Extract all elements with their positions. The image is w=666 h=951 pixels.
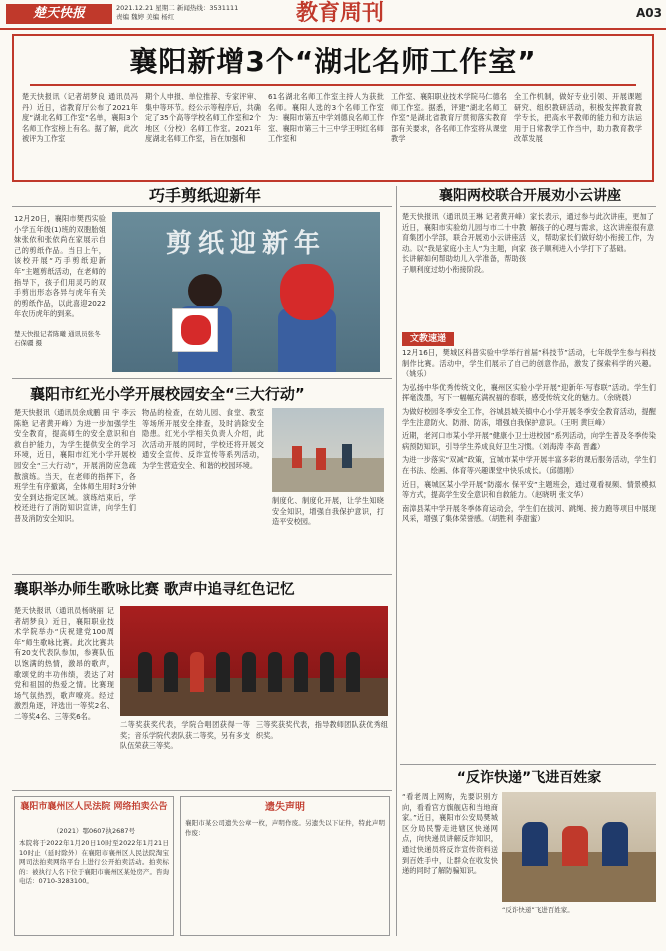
hongguang-body-col3: 制度化、制度化开展，让学生知晓安全知识，增强自我保护意识，打造平安校园。 xyxy=(272,496,384,527)
photo-group xyxy=(138,652,370,692)
wenjiao-heading: 文教速递 xyxy=(402,332,454,346)
hongguang-body: 楚天快报讯（通讯员余成鹏 田 宇 李云 陈艳 记者黄开峰）为进一步加强学生安全教育，提高师生的安全意识和自救自护能力，为学生提供安全的学习环境，近日，襄阳市红光小学开展校园安全“三大行动”，开展消防应急疏散演练。当天，在老师的指挥下，各班学生有序撤离，全体师生用时3分钟安全到达指定区域。演练结束后，学校还进行了消防知识宣讲，向学生们普及消防安全知识。 xyxy=(14,408,136,523)
paper-cut-body: 12月20日，襄阳市樊西实验小学五年级(1)班的双胞胎姐妹张依和张依尚在家展示自己的剪纸作品。当日上午，该校开展“巧手剪纸迎新年”主题剪纸活动，在老师的指导下，孩子们用灵巧的双手剪出形态各异与虎年有关的剪纸作品，以此喜迎2022年农历虎年的到来。 xyxy=(14,214,106,319)
photo-person xyxy=(242,652,256,692)
hongguang-photo xyxy=(272,408,384,492)
top-story-col-2: 期个人申报、单位推荐、专家评审、集中等环节。经公示等程序后，共确定了35个高等学校名师工作室和2个地区（分校）名师工作室。2021年度湖北名师工作室，旨在加强和 xyxy=(145,92,261,144)
wenjiao-item: 近期，老河口市某小学开展“健康小卫士进校园”系列活动，向学生普及冬季传染病预防知识，引导学生养成良好卫生习惯。（刘海涛 李高 晋鑫） xyxy=(402,431,656,451)
masthead-editor-line: 责编 魏婷 美编 杨红 xyxy=(116,13,175,21)
court-notice xyxy=(14,796,174,936)
photo-person xyxy=(216,652,230,692)
photo-courier xyxy=(562,826,588,866)
paper-cut-byline: 楚天快报记者陈曦 通讯员张冬 石保疆 摄 xyxy=(14,330,101,347)
cloud-lecture-headline: 襄阳两校联合开展劝小云讲座 xyxy=(439,188,621,204)
divider xyxy=(12,790,392,791)
divider xyxy=(400,206,656,207)
anti-fraud-caption: “反诈快递”飞进百姓家。 xyxy=(502,906,574,914)
photo-person xyxy=(320,652,334,692)
red-tiger-cutout-left xyxy=(181,315,211,345)
divider xyxy=(12,574,392,575)
photo-ground xyxy=(272,458,384,492)
photo-person xyxy=(268,652,282,692)
top-story-col-4: 工作室、襄阳职业技术学院马仁德名师工作室。据悉，评建“湖北名师工作室”是湖北省教育厅贯彻落实教育部有关要求，各名师工作室将从课堂教学 xyxy=(391,92,507,144)
paper-cut-photo xyxy=(112,212,380,372)
vocational-caption-2: 三等奖获奖代表，指导教师团队获优秀组织奖。 xyxy=(256,720,388,740)
newspaper-logo: 楚天快报 xyxy=(6,4,112,24)
cloud-lecture-body-left: 楚天快报讯（通讯员王琳 记者黄开峰）近日，襄阳市实验幼儿园与市二十中教育集团小学部，联合开展劝小云讲座活动。以“我是家庭小主人”为主题，向家长讲解如何帮助幼儿入学准备，帮助孩子顺利度过幼小衔接阶段。 xyxy=(402,212,526,274)
section-title: 教育周刊 xyxy=(296,1,385,26)
child-head-left xyxy=(188,274,222,308)
wenjiao-item: 为进一步落实“双减”政策，宜城市某中学开展丰富多彩的课后服务活动，学生们在书法、绘画、体育等兴趣课堂中快乐成长。（邱德刚） xyxy=(402,455,656,475)
wenjiao-column xyxy=(402,348,656,758)
photo-person xyxy=(346,652,360,692)
wenjiao-item: 12月16日，樊城区科普实验中学举行首届“科技节”活动，七年级学生参与科技制作比赛。活动中，学生们展示了自己的创意作品，激发了探索科学的兴趣。（姚乐） xyxy=(402,348,656,379)
vocational-headline: 襄职举办师生歌咏比赛 歌声中追寻红色记忆 xyxy=(14,582,295,598)
vocational-body: 楚天快报讯（通讯员杨晓丽 记者胡梦良）近日，襄阳职业技术学院举办“庆祝建党100周年”师生歌咏比赛。此次比赛共有20支代表队参加，参赛队伍以饱满的热情，激昂的歌声，歌颂党的丰功伟绩，表达了对党和祖国的热爱之情。比赛现场气氛热烈，歌声嘹亮。经过激烈角逐，评选出一等奖2名、二等奖4名、三等奖6名。 xyxy=(14,606,114,721)
photo-person xyxy=(138,652,152,692)
vocational-photo xyxy=(120,606,388,716)
court-notice-title: 襄阳市襄州区人民法院 网络拍卖公告 xyxy=(20,802,168,812)
hongguang-headline: 襄阳市红光小学开展校园安全“三大行动” xyxy=(30,385,305,403)
masthead-rule xyxy=(0,28,666,30)
anti-fraud-body: “看老周上网购，先要识别方向，看看官方旗舰店和当地商家。”近日，襄阳市公安局樊城区分局民警走进辖区快递网点，向快递员讲解反诈知识，通过快递员将反诈宣传资料送到百姓手中，让群众在收发快递的同时了解防骗知识。 xyxy=(402,792,498,876)
vertical-divider xyxy=(396,186,397,936)
photo-banner-text: 剪纸迎新年 xyxy=(165,229,326,259)
headline-underline xyxy=(30,84,636,86)
wenjiao-item: 近日，襄城区某小学开展“防溺水 保平安”主题班会，通过观看视频、情景模拟等方式，提高学生安全意识和自救能力。（赵晓明 张文华） xyxy=(402,479,656,500)
photo-person xyxy=(164,652,178,692)
paper-cut-headline: 巧手剪纸迎新年 xyxy=(148,186,261,205)
paper-cut-card-left xyxy=(172,308,218,352)
page-number: A03 xyxy=(636,6,662,20)
lost-notice xyxy=(180,796,390,936)
vocational-caption: 二等奖获奖代表，学院合唱团获得一等奖；音乐学院代表队获二等奖，另有多支队伍荣获三等奖。 xyxy=(120,720,250,751)
anti-fraud-photo xyxy=(502,792,656,902)
photo-officer xyxy=(522,822,548,866)
masthead-date xyxy=(116,4,296,22)
court-notice-subtitle: （2021）鄂0607执2687号 xyxy=(52,827,136,835)
top-story-col-3: 61名湖北名师工作室主持人为获批名师。襄阳人选的3个名师工作室为：襄阳市第五中学刘德良名师工作室、襄阳市第三十三中学王明红名师工作室和 xyxy=(268,92,384,144)
hongguang-body-col2: 物品的检查，在幼儿园、食堂、教室等场所开展安全排查，及时消除安全隐患。红光小学相关负责人介绍，此次活动开展的同时，学校还将开展交通安全宣传、反诈宣传等系列活动，为学生营造安全、和谐的校园环境。 xyxy=(142,408,264,470)
anti-fraud-headline: “反诈快递”飞进百姓家 xyxy=(456,770,602,786)
top-story-headline: 襄阳新增3个“湖北名师工作室” xyxy=(129,45,537,78)
photo-student xyxy=(316,448,326,470)
top-story-col-5: 全工作机制，做好专业引领、开展课题研究、组织教研活动，积极发挥教育教学专长，把高水平教师的能力和方法运用于日常教学工作当中，助力教育教学改革发展 xyxy=(514,92,642,144)
photo-student xyxy=(342,444,352,468)
photo-student xyxy=(292,446,302,468)
photo-person xyxy=(190,652,204,692)
divider xyxy=(12,206,392,207)
masthead-date-line: 2021.12.21 星期二 新闻热线：3531111 xyxy=(116,4,239,12)
wenjiao-item: 南漳县某中学开展冬季体育运动会，学生们在拔河、跳绳、接力跑等项目中展现风采，增强了集体荣誉感。（胡胜利 李甜蜜） xyxy=(402,503,656,524)
wenjiao-item: 为弘扬中华优秀传统文化，襄州区实验小学开展“迎新年·写春联”活动。学生们挥毫泼墨，写下一幅幅充满祝福的春联，感受传统文化的魅力。（余晓晨） xyxy=(402,382,656,403)
lost-notice-body: 襄阳市某公司遗失公章一枚，声明作废。另遗失以下证件，特此声明作废： xyxy=(185,819,385,837)
divider xyxy=(12,378,392,379)
wenjiao-item: 为做好校园冬季安全工作，谷城县城关镇中心小学开展冬季安全教育活动，提醒学生注意防火、防滑、防冻，增强自我保护意识。（王明 黄巨峰） xyxy=(402,406,656,427)
divider xyxy=(400,764,656,765)
top-story-col-1: 楚天快报讯（记者胡梦良 通讯员冯丹）近日，省教育厅公布了2021年度“湖北名师工作室”名单，襄阳3个名师工作室榜上有名。据了解，此次被评为工作室 xyxy=(22,92,138,144)
court-notice-body: 本院将于2022年1月20日10时至2022年1月21日10时止（延时除外）在襄阳市襄州区人民法院淘宝网司法拍卖网络平台上进行公开拍卖活动。拍卖标的：被执行人名下位于襄阳市襄州区某处房产。咨询电话：0710-3283100。 xyxy=(19,839,169,885)
lost-notice-title: 遗失声明 xyxy=(265,802,305,813)
cloud-lecture-body-right: 家长表示，通过参与此次讲座，更加了解孩子的心理与需求，这次讲座很有意义，帮助家长们做好幼小衔接工作，为孩子顺利进入小学打下了基础。 xyxy=(530,212,654,253)
photo-person xyxy=(294,652,308,692)
photo-officer xyxy=(602,822,628,866)
red-tiger-cutout-right xyxy=(280,264,334,320)
